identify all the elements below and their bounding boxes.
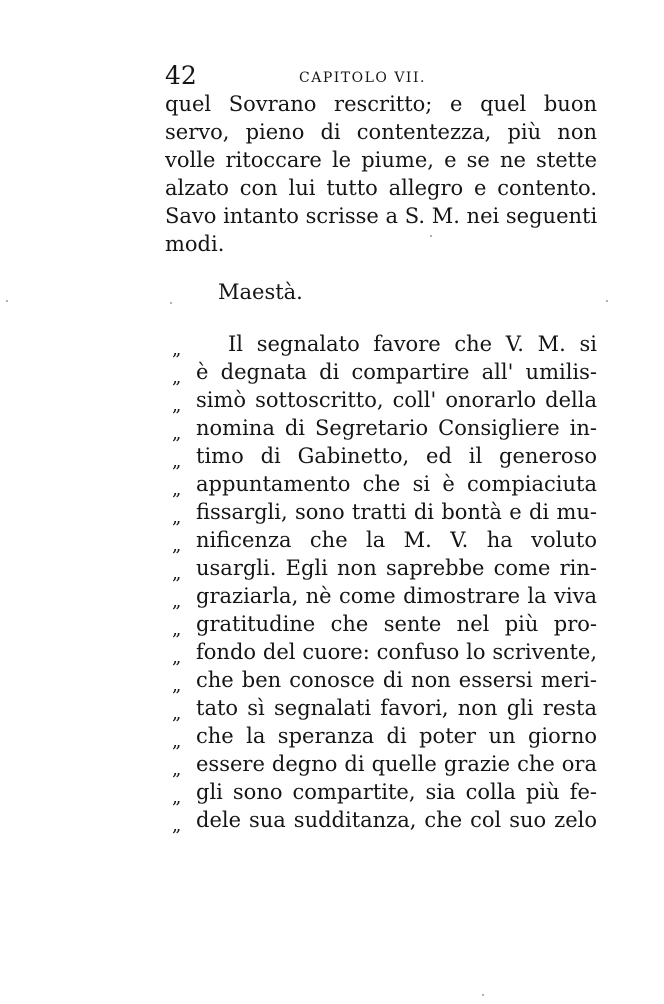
paper-speck (6, 300, 8, 302)
page-header (165, 60, 605, 92)
quote-mark: „ (172, 703, 182, 724)
paper-speck (430, 235, 432, 237)
quote-mark: „ (172, 563, 182, 584)
letter-line: graziarla, nè come dimostrare la viva (196, 584, 597, 608)
letter-line: nomina di Segretario Consigliere in- (196, 416, 597, 440)
quote-mark: „ (172, 591, 182, 612)
paper-speck (606, 300, 608, 302)
letter-line: nificenza che la M. V. ha voluto (196, 528, 597, 552)
letter-line: simò sottoscritto, coll' onorarlo della (196, 388, 597, 412)
quote-mark: „ (172, 367, 182, 388)
text-line: volle ritoccare le piume, e se ne stette (165, 148, 597, 172)
quote-mark: „ (172, 787, 182, 808)
letter-line: è degnata di compartire all' umilis- (196, 360, 597, 384)
paper-speck (482, 994, 484, 996)
quote-mark: „ (172, 507, 182, 528)
letter-line: gratitudine che sente nel più pro- (196, 612, 597, 636)
text-line: quel Sovrano rescritto; e quel buon (165, 92, 597, 116)
letter-line: tato sì segnalati favori, non gli resta (196, 696, 597, 720)
quote-mark: „ (172, 479, 182, 500)
letter-line: Il segnalato favore che V. M. si (228, 332, 597, 356)
quote-mark: „ (172, 647, 182, 668)
letter-line: che la speranza di poter un giorno (196, 724, 597, 748)
paper-speck (170, 302, 172, 304)
letter-line: fissargli, sono tratti di bontà e di mu- (196, 500, 597, 524)
letter-line: timo di Gabinetto, ed il generoso (196, 444, 597, 468)
quote-mark: „ (172, 731, 182, 752)
letter-line: fondo del cuore: confuso lo scrivente, (196, 640, 597, 664)
letter-line: dele sua sudditanza, che col suo zelo (196, 808, 597, 832)
text-line: modi. (165, 232, 225, 256)
letter-line: essere degno di quelle grazie che ora (196, 752, 597, 776)
quote-mark: „ (172, 451, 182, 472)
quote-mark: „ (172, 815, 182, 836)
letter-line: appuntamento che si è compiaciuta (196, 472, 597, 496)
letter-salutation: Maestà. (218, 280, 303, 304)
quote-mark: „ (172, 395, 182, 416)
text-line: servo, pieno di contentezza, più non (165, 120, 597, 144)
quote-mark: „ (172, 759, 182, 780)
letter-line: che ben conosce di non essersi meri- (196, 668, 597, 692)
text-line: alzato con lui tutto allegro e contento. (165, 176, 597, 200)
quote-mark: „ (172, 535, 182, 556)
text-line: Savo intanto scrisse a S. M. nei seguenti (165, 204, 598, 228)
letter-line: gli sono compartite, sia colla più fe- (196, 780, 597, 804)
quote-mark: „ (172, 339, 182, 360)
quote-mark: „ (172, 675, 182, 696)
letter-line: usargli. Egli non saprebbe come rin- (196, 556, 597, 580)
page-number: 42 (165, 61, 197, 90)
running-head: CAPITOLO VII. (299, 70, 426, 86)
quote-mark: „ (172, 423, 182, 444)
quote-mark: „ (172, 619, 182, 640)
